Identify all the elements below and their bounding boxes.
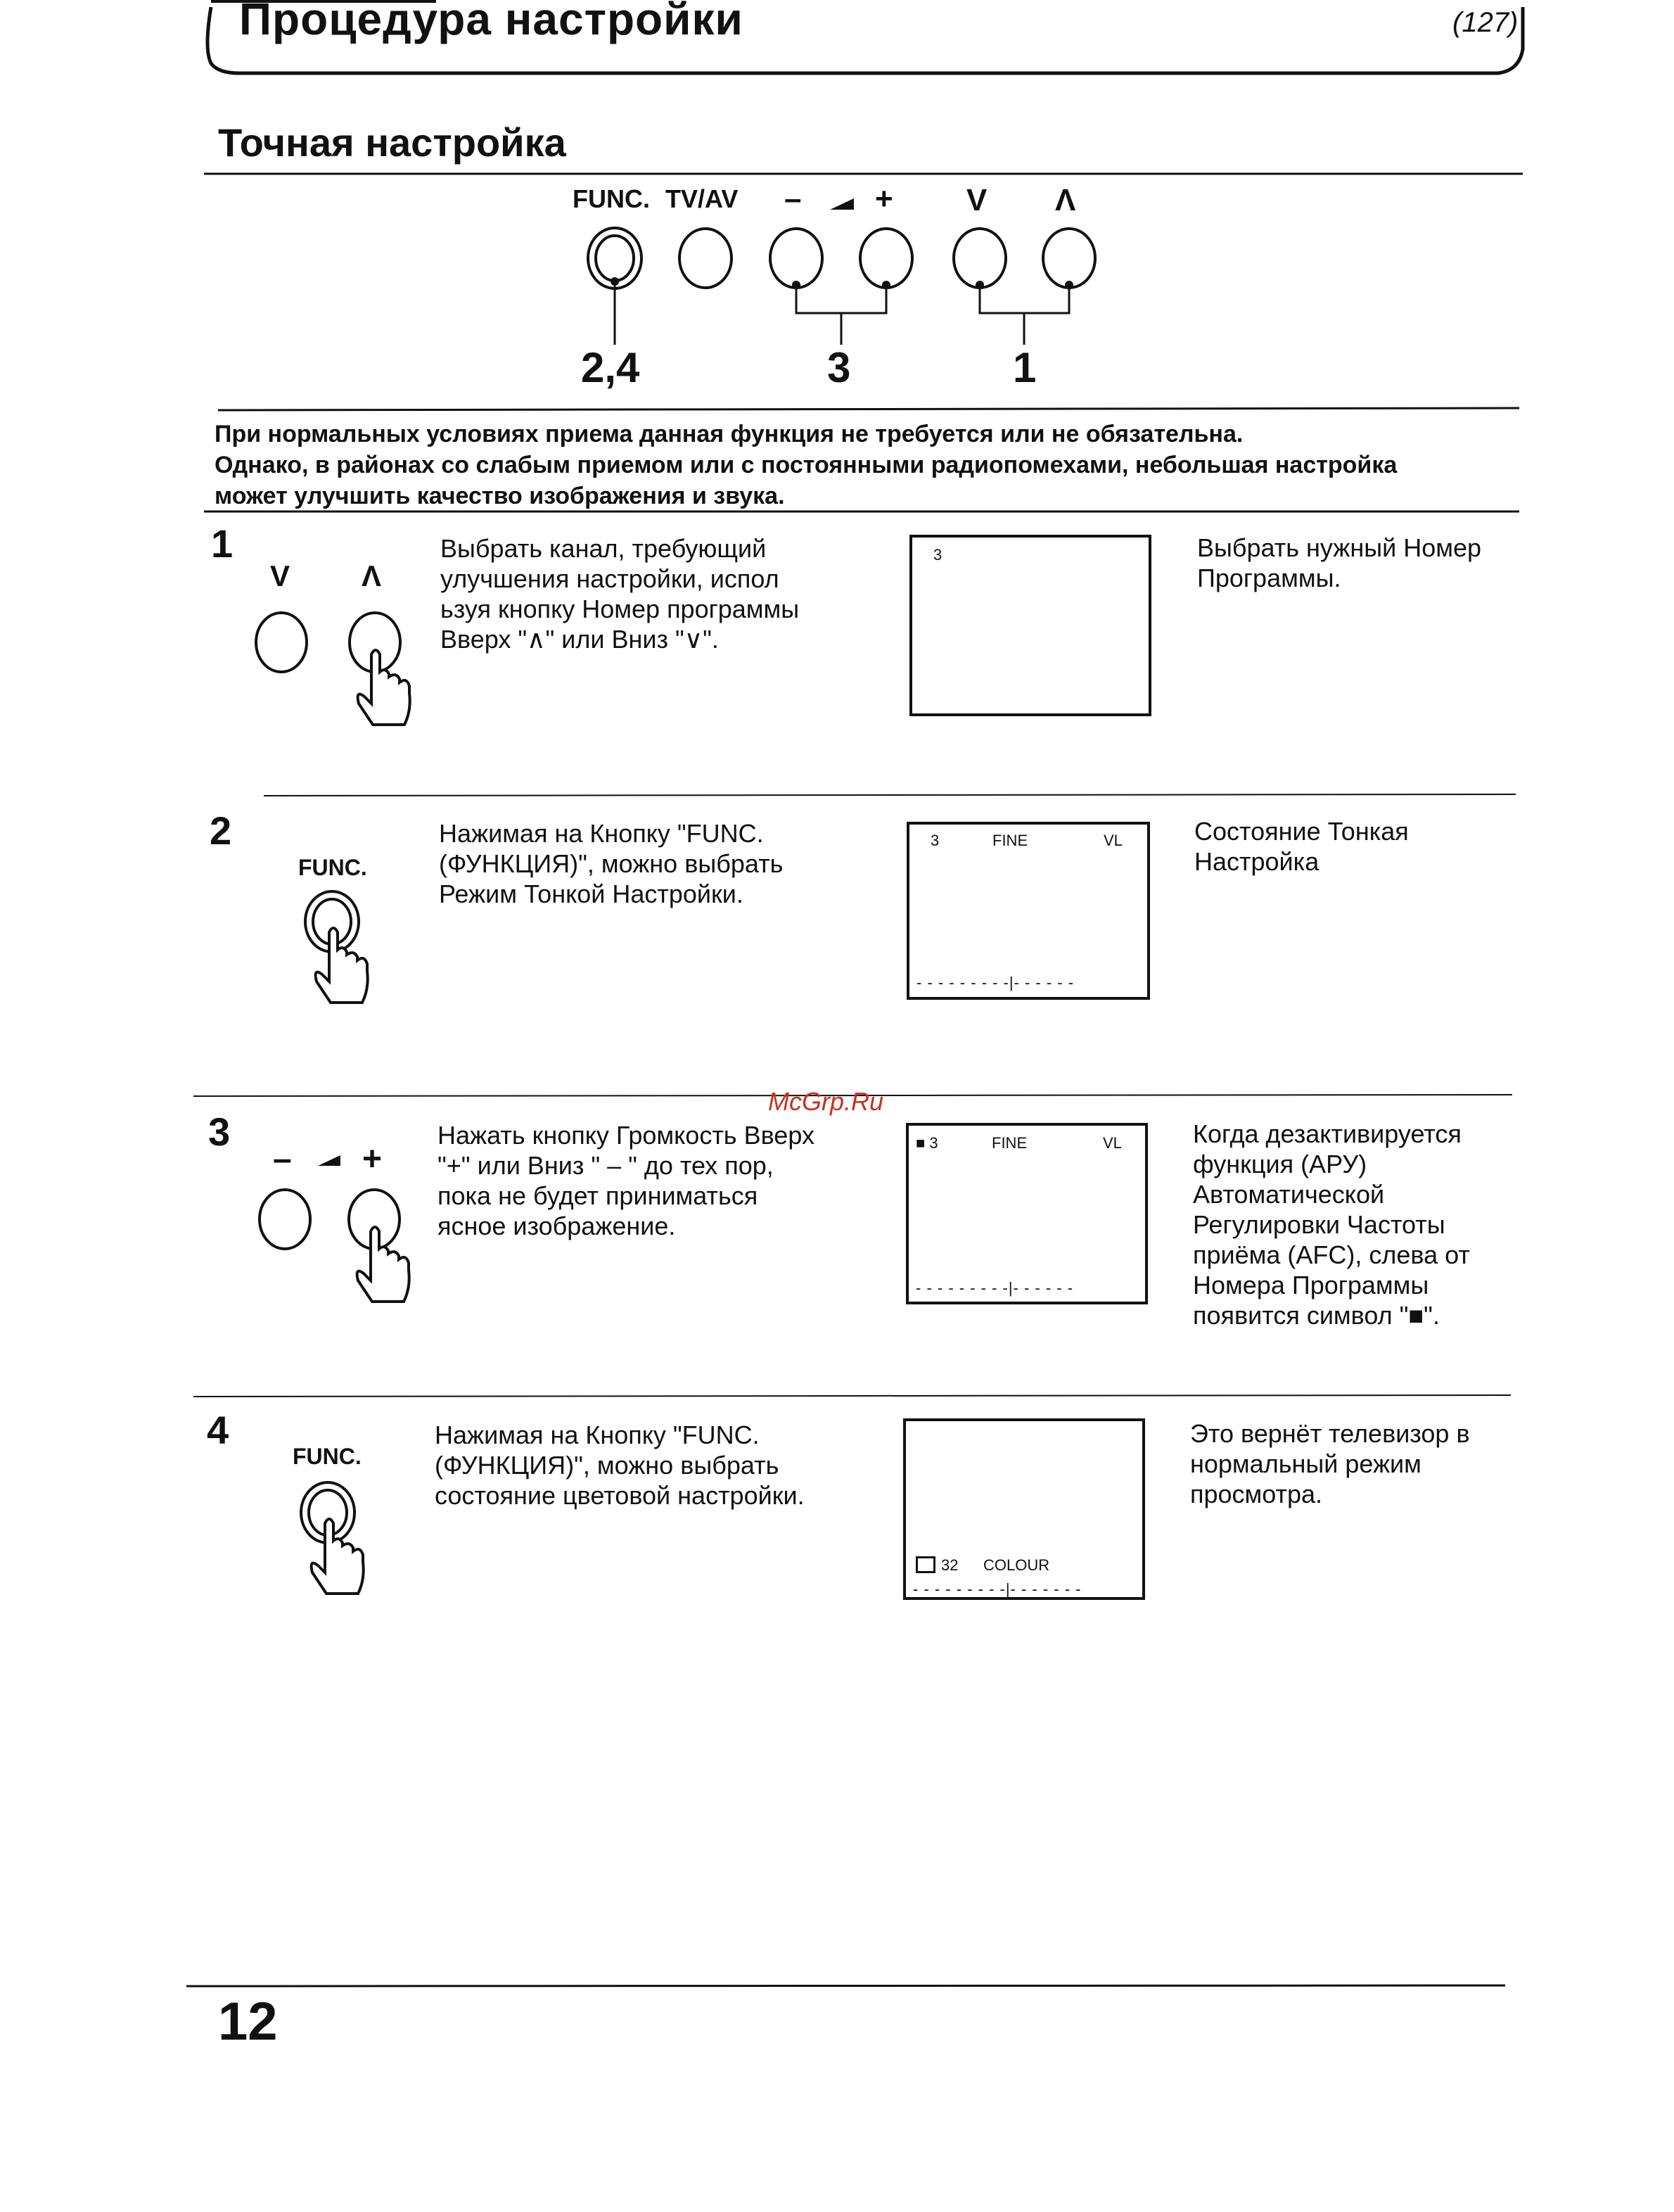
panel-label-func: FUNC. <box>573 184 650 213</box>
step-3-note: Когда дезактивируется функция (АРУ) Автоматической Регулировки Частоты приёма (AFC), слева от Номера Программы появится символ "■". <box>1193 1119 1470 1330</box>
watermark: McGrp.Ru <box>768 1087 884 1116</box>
step-1-description: Выбрать канал, требующий улучшения настройки, испол ьзуя кнопку Номер программы Вверх "∧" или Вниз "∨". <box>440 534 800 654</box>
step-2-description: Нажимая на Кнопку "FUNC. (ФУНКЦИЯ)", можно выбрать Режим Тонкой Настройки. <box>439 819 784 908</box>
screen-tuning-scale: - - - - - - - - -|- - - - - - <box>916 974 1075 991</box>
step-4-note: Это вернёт телевизор в нормальный режим просмотра. <box>1190 1419 1470 1508</box>
screen-colour-icon <box>916 1556 935 1573</box>
screen-mode-label: FINE <box>992 832 1028 849</box>
step-4-number: 4 <box>207 1408 229 1452</box>
step-1-label-up: Λ <box>362 559 382 592</box>
screen-colour-scale: - - - - - - - - -|- - - - - - - <box>913 1580 1082 1598</box>
screen-program-number: 3 <box>933 546 943 564</box>
step-4-tv-screen <box>903 1418 1145 1600</box>
panel-label-tvav: TV/AV <box>665 184 739 213</box>
step-1-note: Выбрать нужный Номер Программы. <box>1197 533 1482 592</box>
step-3-number: 3 <box>208 1110 231 1154</box>
screen-colour-value: 32 <box>941 1556 959 1574</box>
header-corner-mark: (127) <box>1452 7 1519 38</box>
section-title: Точная настройка <box>218 120 566 165</box>
screen-program-number: ■ 3 <box>916 1134 938 1152</box>
step-2-number: 2 <box>210 808 232 853</box>
step-1-number: 1 <box>211 521 234 566</box>
intro-line: При нормальных условиях приема данная функция не требуется или не обязательна. <box>215 421 1244 447</box>
hand-pointer-icon <box>312 1519 364 1594</box>
screen-tuning-scale: - - - - - - - - -|- - - - - - <box>916 1279 1074 1297</box>
screen-colour-label: COLOUR <box>983 1556 1050 1574</box>
step-2-note: Состояние Тонкая Настройка <box>1194 817 1409 876</box>
callout-program: 1 <box>1013 344 1037 391</box>
callout-volume: 3 <box>827 344 851 391</box>
panel-label-prog-down: V <box>966 183 988 217</box>
step-1-label-down: V <box>270 559 290 592</box>
screen-program-number: 3 <box>931 832 940 849</box>
screen-vl-label: VL <box>1104 832 1123 849</box>
step-3-description: Нажать кнопку Громкость Вверх "+" или Вниз " – " до тех пор, пока не будет приниматься ясное изображение. <box>437 1121 814 1240</box>
panel-label-prog-up: Λ <box>1055 183 1076 217</box>
intro-line: Однако, в районах со слабым приемом или с постоянными радиопомехами, небольшая настройка <box>215 452 1398 478</box>
callout-func: 2,4 <box>581 344 640 391</box>
screen-vl-label: VL <box>1103 1134 1122 1152</box>
screen-mode-label: FINE <box>992 1134 1028 1152</box>
step-3-label-minus: – <box>273 1140 292 1178</box>
step-4-description: Нажимая на Кнопку "FUNC. (ФУНКЦИЯ)", можно выбрать состояние цветовой настройки. <box>435 1420 805 1510</box>
step-3-label-plus: + <box>362 1140 383 1178</box>
page-number: 12 <box>218 1992 278 2052</box>
panel-label-vol-plus: + <box>875 182 893 216</box>
step-2-func-label: FUNC. <box>298 855 367 880</box>
panel-label-vol-minus: – <box>784 182 802 216</box>
page-header-title: Процедура настройки <box>239 0 743 44</box>
step-4-func-label: FUNC. <box>293 1444 362 1469</box>
intro-line: может улучшить качество изображения и звука. <box>215 483 785 509</box>
